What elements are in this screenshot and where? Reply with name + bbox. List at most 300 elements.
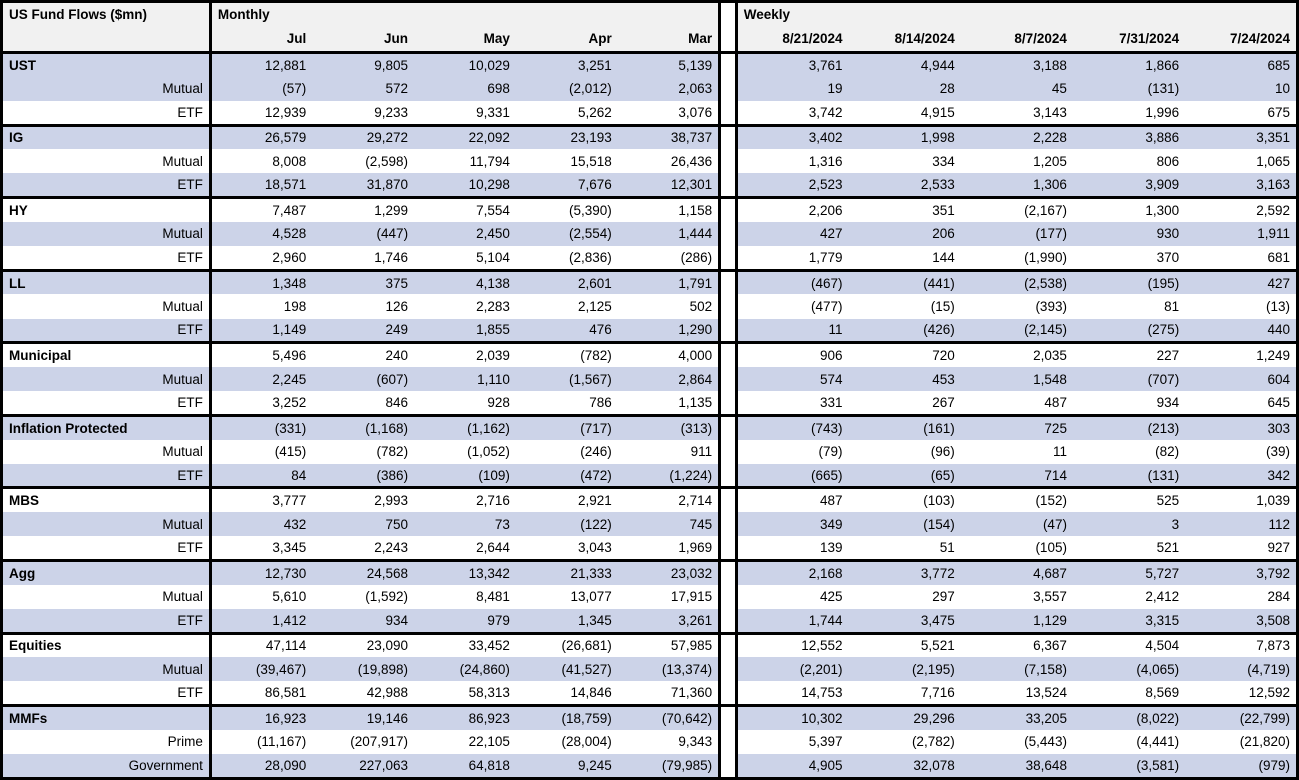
row-label-subcategory: ETF bbox=[2, 536, 211, 560]
cell-monthly-value: (472) bbox=[516, 464, 618, 488]
cell-weekly-value: 521 bbox=[1073, 536, 1185, 560]
row-label-subcategory: Government bbox=[2, 754, 211, 778]
row-label-subcategory: ETF bbox=[2, 101, 211, 125]
column-gap bbox=[720, 585, 737, 609]
cell-monthly-value: 9,245 bbox=[516, 754, 618, 778]
cell-weekly-value: 38,648 bbox=[961, 754, 1073, 778]
cell-monthly-value: 3,043 bbox=[516, 536, 618, 560]
cell-weekly-value: 3,402 bbox=[736, 125, 848, 149]
cell-monthly-value: 1,299 bbox=[312, 198, 414, 222]
cell-weekly-value: 675 bbox=[1185, 101, 1297, 125]
cell-monthly-value: 1,855 bbox=[414, 319, 516, 343]
table-row bbox=[2, 270, 1298, 294]
cell-monthly-value: 9,343 bbox=[618, 730, 720, 754]
cell-weekly-value: (393) bbox=[961, 294, 1073, 318]
table-row bbox=[2, 754, 1298, 778]
cell-weekly-value: 12,552 bbox=[736, 633, 848, 657]
cell-monthly-value: 71,360 bbox=[618, 681, 720, 705]
cell-weekly-value: (5,443) bbox=[961, 730, 1073, 754]
cell-weekly-value: 1,548 bbox=[961, 367, 1073, 391]
cell-monthly-value: 502 bbox=[618, 294, 720, 318]
cell-weekly-value: 19 bbox=[736, 77, 848, 101]
cell-weekly-value: 351 bbox=[848, 198, 960, 222]
cell-monthly-value: 240 bbox=[312, 343, 414, 367]
table-row bbox=[2, 173, 1298, 197]
cell-monthly-value: 3,251 bbox=[516, 53, 618, 77]
cell-weekly-value: (79) bbox=[736, 440, 848, 464]
cell-monthly-value: 198 bbox=[210, 294, 312, 318]
column-gap bbox=[720, 536, 737, 560]
cell-weekly-value: 685 bbox=[1185, 53, 1297, 77]
cell-weekly-value: 3,351 bbox=[1185, 125, 1297, 149]
cell-monthly-value: 375 bbox=[312, 270, 414, 294]
cell-weekly-value: 7,873 bbox=[1185, 633, 1297, 657]
cell-weekly-value: 28 bbox=[848, 77, 960, 101]
row-label-subcategory: ETF bbox=[2, 464, 211, 488]
cell-weekly-value: 487 bbox=[736, 488, 848, 512]
cell-monthly-value: 1,158 bbox=[618, 198, 720, 222]
cell-weekly-value: 81 bbox=[1073, 294, 1185, 318]
row-label-subcategory: ETF bbox=[2, 681, 211, 705]
row-label-subcategory: Mutual bbox=[2, 367, 211, 391]
column-gap bbox=[720, 149, 737, 173]
cell-weekly-value: 1,300 bbox=[1073, 198, 1185, 222]
table-row bbox=[2, 440, 1298, 464]
cell-monthly-value: 17,915 bbox=[618, 585, 720, 609]
column-header-month: Jun bbox=[312, 27, 414, 53]
cell-weekly-value: (979) bbox=[1185, 754, 1297, 778]
cell-monthly-value: 1,135 bbox=[618, 391, 720, 415]
column-gap bbox=[720, 2, 737, 27]
cell-weekly-value: 227 bbox=[1073, 343, 1185, 367]
cell-weekly-value: (15) bbox=[848, 294, 960, 318]
row-label-subcategory: Mutual bbox=[2, 149, 211, 173]
cell-monthly-value: 24,568 bbox=[312, 560, 414, 584]
cell-weekly-value: 425 bbox=[736, 585, 848, 609]
cell-monthly-value: 1,290 bbox=[618, 319, 720, 343]
cell-weekly-value: (21,820) bbox=[1185, 730, 1297, 754]
table-row bbox=[2, 633, 1298, 657]
cell-monthly-value: 58,313 bbox=[414, 681, 516, 705]
cell-weekly-value: 139 bbox=[736, 536, 848, 560]
cell-monthly-value: 14,846 bbox=[516, 681, 618, 705]
cell-monthly-value: 1,791 bbox=[618, 270, 720, 294]
cell-monthly-value: 227,063 bbox=[312, 754, 414, 778]
cell-weekly-value: 645 bbox=[1185, 391, 1297, 415]
cell-weekly-value: 453 bbox=[848, 367, 960, 391]
cell-monthly-value: 15,518 bbox=[516, 149, 618, 173]
row-label-subcategory: ETF bbox=[2, 319, 211, 343]
column-header-week: 7/24/2024 bbox=[1185, 27, 1297, 53]
cell-weekly-value: 1,316 bbox=[736, 149, 848, 173]
cell-weekly-value: 3,143 bbox=[961, 101, 1073, 125]
cell-weekly-value: 3,315 bbox=[1073, 609, 1185, 633]
cell-weekly-value: (441) bbox=[848, 270, 960, 294]
cell-monthly-value: 38,737 bbox=[618, 125, 720, 149]
cell-weekly-value: 10,302 bbox=[736, 706, 848, 730]
cell-monthly-value: 934 bbox=[312, 609, 414, 633]
cell-monthly-value: 3,777 bbox=[210, 488, 312, 512]
cell-monthly-value: 29,272 bbox=[312, 125, 414, 149]
cell-weekly-value: 45 bbox=[961, 77, 1073, 101]
cell-monthly-value: (18,759) bbox=[516, 706, 618, 730]
cell-monthly-value: (2,836) bbox=[516, 246, 618, 270]
cell-monthly-value: (1,567) bbox=[516, 367, 618, 391]
cell-weekly-value: (275) bbox=[1073, 319, 1185, 343]
cell-monthly-value: 8,481 bbox=[414, 585, 516, 609]
cell-weekly-value: 2,035 bbox=[961, 343, 1073, 367]
cell-monthly-value: 1,746 bbox=[312, 246, 414, 270]
cell-weekly-value: 934 bbox=[1073, 391, 1185, 415]
column-gap bbox=[720, 53, 737, 77]
cell-weekly-value: (477) bbox=[736, 294, 848, 318]
cell-weekly-value: (13) bbox=[1185, 294, 1297, 318]
cell-weekly-value: 3,557 bbox=[961, 585, 1073, 609]
table-row bbox=[2, 125, 1298, 149]
cell-monthly-value: (447) bbox=[312, 222, 414, 246]
row-label-category: HY bbox=[2, 198, 211, 222]
cell-monthly-value: 2,864 bbox=[618, 367, 720, 391]
cell-weekly-value: 51 bbox=[848, 536, 960, 560]
cell-weekly-value: 297 bbox=[848, 585, 960, 609]
cell-monthly-value: 2,125 bbox=[516, 294, 618, 318]
row-label-category: Municipal bbox=[2, 343, 211, 367]
table-row bbox=[2, 464, 1298, 488]
cell-weekly-value: 3,792 bbox=[1185, 560, 1297, 584]
cell-monthly-value: 5,262 bbox=[516, 101, 618, 125]
cell-weekly-value: (4,719) bbox=[1185, 657, 1297, 681]
column-gap bbox=[720, 657, 737, 681]
row-label-category: IG bbox=[2, 125, 211, 149]
row-label-category: Inflation Protected bbox=[2, 415, 211, 439]
cell-weekly-value: 3,188 bbox=[961, 53, 1073, 77]
column-gap bbox=[720, 319, 737, 343]
cell-weekly-value: 303 bbox=[1185, 415, 1297, 439]
column-gap bbox=[720, 488, 737, 512]
cell-weekly-value: 2,206 bbox=[736, 198, 848, 222]
cell-monthly-value: 57,985 bbox=[618, 633, 720, 657]
cell-weekly-value: 1,911 bbox=[1185, 222, 1297, 246]
cell-monthly-value: 2,601 bbox=[516, 270, 618, 294]
cell-monthly-value: (415) bbox=[210, 440, 312, 464]
cell-weekly-value: 14,753 bbox=[736, 681, 848, 705]
cell-weekly-value: 4,687 bbox=[961, 560, 1073, 584]
cell-weekly-value: 930 bbox=[1073, 222, 1185, 246]
cell-monthly-value: 5,139 bbox=[618, 53, 720, 77]
cell-weekly-value: 2,228 bbox=[961, 125, 1073, 149]
cell-weekly-value: 574 bbox=[736, 367, 848, 391]
cell-weekly-value: (2,538) bbox=[961, 270, 1073, 294]
cell-monthly-value: 64,818 bbox=[414, 754, 516, 778]
cell-weekly-value: 3,475 bbox=[848, 609, 960, 633]
cell-monthly-value: 86,581 bbox=[210, 681, 312, 705]
cell-weekly-value: 10 bbox=[1185, 77, 1297, 101]
cell-monthly-value: 9,805 bbox=[312, 53, 414, 77]
cell-monthly-value: (2,012) bbox=[516, 77, 618, 101]
column-gap bbox=[720, 343, 737, 367]
cell-monthly-value: (782) bbox=[312, 440, 414, 464]
cell-monthly-value: 2,450 bbox=[414, 222, 516, 246]
table-row bbox=[2, 609, 1298, 633]
cell-monthly-value: 16,923 bbox=[210, 706, 312, 730]
table-row bbox=[2, 488, 1298, 512]
cell-monthly-value: 10,298 bbox=[414, 173, 516, 197]
cell-monthly-value: (1,168) bbox=[312, 415, 414, 439]
cell-monthly-value: (286) bbox=[618, 246, 720, 270]
cell-monthly-value: 2,063 bbox=[618, 77, 720, 101]
cell-weekly-value: 370 bbox=[1073, 246, 1185, 270]
table-row bbox=[2, 222, 1298, 246]
cell-monthly-value: 9,233 bbox=[312, 101, 414, 125]
cell-monthly-value: (717) bbox=[516, 415, 618, 439]
cell-weekly-value: 8,569 bbox=[1073, 681, 1185, 705]
cell-monthly-value: 5,104 bbox=[414, 246, 516, 270]
cell-weekly-value: 334 bbox=[848, 149, 960, 173]
row-label-category: Equities bbox=[2, 633, 211, 657]
row-label-subcategory: Mutual bbox=[2, 294, 211, 318]
column-gap bbox=[720, 101, 737, 125]
cell-monthly-value: 5,610 bbox=[210, 585, 312, 609]
cell-monthly-value: 1,345 bbox=[516, 609, 618, 633]
cell-weekly-value: 13,524 bbox=[961, 681, 1073, 705]
cell-monthly-value: 1,969 bbox=[618, 536, 720, 560]
cell-monthly-value: (782) bbox=[516, 343, 618, 367]
cell-monthly-value: 1,348 bbox=[210, 270, 312, 294]
row-label-subcategory: ETF bbox=[2, 246, 211, 270]
row-label-subcategory: ETF bbox=[2, 391, 211, 415]
cell-weekly-value: 1,205 bbox=[961, 149, 1073, 173]
cell-weekly-value: 725 bbox=[961, 415, 1073, 439]
column-gap bbox=[720, 125, 737, 149]
row-label-category: Agg bbox=[2, 560, 211, 584]
cell-monthly-value: 33,452 bbox=[414, 633, 516, 657]
cell-weekly-value: 3,761 bbox=[736, 53, 848, 77]
cell-monthly-value: (1,162) bbox=[414, 415, 516, 439]
cell-weekly-value: (213) bbox=[1073, 415, 1185, 439]
cell-monthly-value: 572 bbox=[312, 77, 414, 101]
cell-weekly-value: 33,205 bbox=[961, 706, 1073, 730]
column-gap bbox=[720, 633, 737, 657]
cell-monthly-value: (331) bbox=[210, 415, 312, 439]
cell-monthly-value: 2,921 bbox=[516, 488, 618, 512]
cell-weekly-value: (103) bbox=[848, 488, 960, 512]
cell-monthly-value: 2,716 bbox=[414, 488, 516, 512]
cell-monthly-value: 1,412 bbox=[210, 609, 312, 633]
cell-weekly-value: 906 bbox=[736, 343, 848, 367]
cell-weekly-value: (467) bbox=[736, 270, 848, 294]
cell-weekly-value: 440 bbox=[1185, 319, 1297, 343]
cell-weekly-value: (3,581) bbox=[1073, 754, 1185, 778]
cell-monthly-value: 12,301 bbox=[618, 173, 720, 197]
cell-weekly-value: 3,909 bbox=[1073, 173, 1185, 197]
row-label-subcategory: Mutual bbox=[2, 440, 211, 464]
cell-monthly-value: 846 bbox=[312, 391, 414, 415]
column-header-month: Jul bbox=[210, 27, 312, 53]
cell-monthly-value: 11,794 bbox=[414, 149, 516, 173]
cell-weekly-value: 349 bbox=[736, 512, 848, 536]
cell-weekly-value: 5,727 bbox=[1073, 560, 1185, 584]
table-row bbox=[2, 294, 1298, 318]
cell-weekly-value: (131) bbox=[1073, 464, 1185, 488]
row-label-subcategory: Mutual bbox=[2, 585, 211, 609]
cell-weekly-value: 3,508 bbox=[1185, 609, 1297, 633]
cell-weekly-value: 29,296 bbox=[848, 706, 960, 730]
table-header-columns bbox=[2, 27, 1298, 53]
cell-monthly-value: (1,052) bbox=[414, 440, 516, 464]
table-row bbox=[2, 706, 1298, 730]
column-header-month: Apr bbox=[516, 27, 618, 53]
cell-monthly-value: (39,467) bbox=[210, 657, 312, 681]
cell-weekly-value: (47) bbox=[961, 512, 1073, 536]
cell-monthly-value: 26,579 bbox=[210, 125, 312, 149]
row-label-category: MMFs bbox=[2, 706, 211, 730]
column-gap bbox=[720, 609, 737, 633]
row-label-subcategory: Prime bbox=[2, 730, 211, 754]
cell-weekly-value: (105) bbox=[961, 536, 1073, 560]
cell-weekly-value: 4,905 bbox=[736, 754, 848, 778]
cell-weekly-value: 2,592 bbox=[1185, 198, 1297, 222]
column-header-week: 8/7/2024 bbox=[961, 27, 1073, 53]
cell-monthly-value: 23,032 bbox=[618, 560, 720, 584]
cell-monthly-value: 42,988 bbox=[312, 681, 414, 705]
cell-monthly-value: 7,554 bbox=[414, 198, 516, 222]
cell-weekly-value: 487 bbox=[961, 391, 1073, 415]
cell-weekly-value: 5,521 bbox=[848, 633, 960, 657]
cell-monthly-value: (79,985) bbox=[618, 754, 720, 778]
table-row bbox=[2, 149, 1298, 173]
cell-monthly-value: 73 bbox=[414, 512, 516, 536]
cell-weekly-value: 284 bbox=[1185, 585, 1297, 609]
cell-monthly-value: 4,000 bbox=[618, 343, 720, 367]
cell-monthly-value: 7,487 bbox=[210, 198, 312, 222]
column-gap bbox=[720, 730, 737, 754]
cell-weekly-value: 5,397 bbox=[736, 730, 848, 754]
column-gap bbox=[720, 464, 737, 488]
cell-monthly-value: (207,917) bbox=[312, 730, 414, 754]
cell-weekly-value: 1,996 bbox=[1073, 101, 1185, 125]
cell-monthly-value: 979 bbox=[414, 609, 516, 633]
column-gap bbox=[720, 681, 737, 705]
cell-monthly-value: 4,138 bbox=[414, 270, 516, 294]
row-label-subcategory: Mutual bbox=[2, 657, 211, 681]
table-row bbox=[2, 319, 1298, 343]
column-gap bbox=[720, 222, 737, 246]
table-row bbox=[2, 730, 1298, 754]
row-label-category: LL bbox=[2, 270, 211, 294]
cell-monthly-value: 432 bbox=[210, 512, 312, 536]
cell-monthly-value: (313) bbox=[618, 415, 720, 439]
cell-weekly-value: (82) bbox=[1073, 440, 1185, 464]
cell-weekly-value: 806 bbox=[1073, 149, 1185, 173]
cell-weekly-value: (131) bbox=[1073, 77, 1185, 101]
cell-weekly-value: 1,744 bbox=[736, 609, 848, 633]
column-header-month: Mar bbox=[618, 27, 720, 53]
column-gap bbox=[720, 270, 737, 294]
cell-weekly-value: (22,799) bbox=[1185, 706, 1297, 730]
cell-weekly-value: (7,158) bbox=[961, 657, 1073, 681]
cell-weekly-value: 927 bbox=[1185, 536, 1297, 560]
cell-weekly-value: 331 bbox=[736, 391, 848, 415]
column-header-month: May bbox=[414, 27, 516, 53]
column-header-week: 8/14/2024 bbox=[848, 27, 960, 53]
table-row bbox=[2, 198, 1298, 222]
cell-monthly-value: 21,333 bbox=[516, 560, 618, 584]
table-row bbox=[2, 367, 1298, 391]
cell-monthly-value: (28,004) bbox=[516, 730, 618, 754]
cell-monthly-value: 2,993 bbox=[312, 488, 414, 512]
table-row bbox=[2, 53, 1298, 77]
column-gap bbox=[720, 246, 737, 270]
monthly-group-header: Monthly bbox=[210, 2, 719, 27]
cell-weekly-value: 11 bbox=[961, 440, 1073, 464]
cell-monthly-value: (2,598) bbox=[312, 149, 414, 173]
cell-monthly-value: 1,149 bbox=[210, 319, 312, 343]
column-gap bbox=[720, 391, 737, 415]
cell-monthly-value: 698 bbox=[414, 77, 516, 101]
cell-monthly-value: 3,261 bbox=[618, 609, 720, 633]
fund-flows-body bbox=[2, 2, 1298, 779]
cell-monthly-value: 26,436 bbox=[618, 149, 720, 173]
cell-weekly-value: 720 bbox=[848, 343, 960, 367]
cell-monthly-value: 786 bbox=[516, 391, 618, 415]
row-label-subcategory: Mutual bbox=[2, 77, 211, 101]
cell-monthly-value: 911 bbox=[618, 440, 720, 464]
cell-weekly-value: (426) bbox=[848, 319, 960, 343]
cell-weekly-value: 6,367 bbox=[961, 633, 1073, 657]
cell-monthly-value: (13,374) bbox=[618, 657, 720, 681]
cell-weekly-value: (2,201) bbox=[736, 657, 848, 681]
cell-monthly-value: 2,283 bbox=[414, 294, 516, 318]
cell-monthly-value: 13,342 bbox=[414, 560, 516, 584]
cell-monthly-value: 2,960 bbox=[210, 246, 312, 270]
cell-monthly-value: 19,146 bbox=[312, 706, 414, 730]
table-row bbox=[2, 681, 1298, 705]
column-gap bbox=[720, 27, 737, 53]
cell-monthly-value: (607) bbox=[312, 367, 414, 391]
cell-weekly-value: 2,168 bbox=[736, 560, 848, 584]
cell-monthly-value: (11,167) bbox=[210, 730, 312, 754]
cell-monthly-value: 750 bbox=[312, 512, 414, 536]
cell-monthly-value: 476 bbox=[516, 319, 618, 343]
cell-monthly-value: 9,331 bbox=[414, 101, 516, 125]
cell-weekly-value: (161) bbox=[848, 415, 960, 439]
table-row bbox=[2, 391, 1298, 415]
row-label-subcategory: Mutual bbox=[2, 512, 211, 536]
column-gap bbox=[720, 173, 737, 197]
cell-weekly-value: 11 bbox=[736, 319, 848, 343]
cell-monthly-value: 3,345 bbox=[210, 536, 312, 560]
cell-weekly-value: 12,592 bbox=[1185, 681, 1297, 705]
cell-monthly-value: 4,528 bbox=[210, 222, 312, 246]
cell-monthly-value: 84 bbox=[210, 464, 312, 488]
cell-weekly-value: 1,249 bbox=[1185, 343, 1297, 367]
weekly-group-header: Weekly bbox=[736, 2, 1297, 27]
cell-weekly-value: 342 bbox=[1185, 464, 1297, 488]
cell-monthly-value: 7,676 bbox=[516, 173, 618, 197]
cell-weekly-value: 1,306 bbox=[961, 173, 1073, 197]
column-gap bbox=[720, 754, 737, 778]
cell-weekly-value: 3,163 bbox=[1185, 173, 1297, 197]
cell-weekly-value: 604 bbox=[1185, 367, 1297, 391]
table-row bbox=[2, 560, 1298, 584]
cell-weekly-value: (1,990) bbox=[961, 246, 1073, 270]
cell-monthly-value: (246) bbox=[516, 440, 618, 464]
cell-weekly-value: (39) bbox=[1185, 440, 1297, 464]
cell-monthly-value: 2,039 bbox=[414, 343, 516, 367]
cell-monthly-value: 745 bbox=[618, 512, 720, 536]
cell-monthly-value: 2,243 bbox=[312, 536, 414, 560]
cell-weekly-value: 1,129 bbox=[961, 609, 1073, 633]
